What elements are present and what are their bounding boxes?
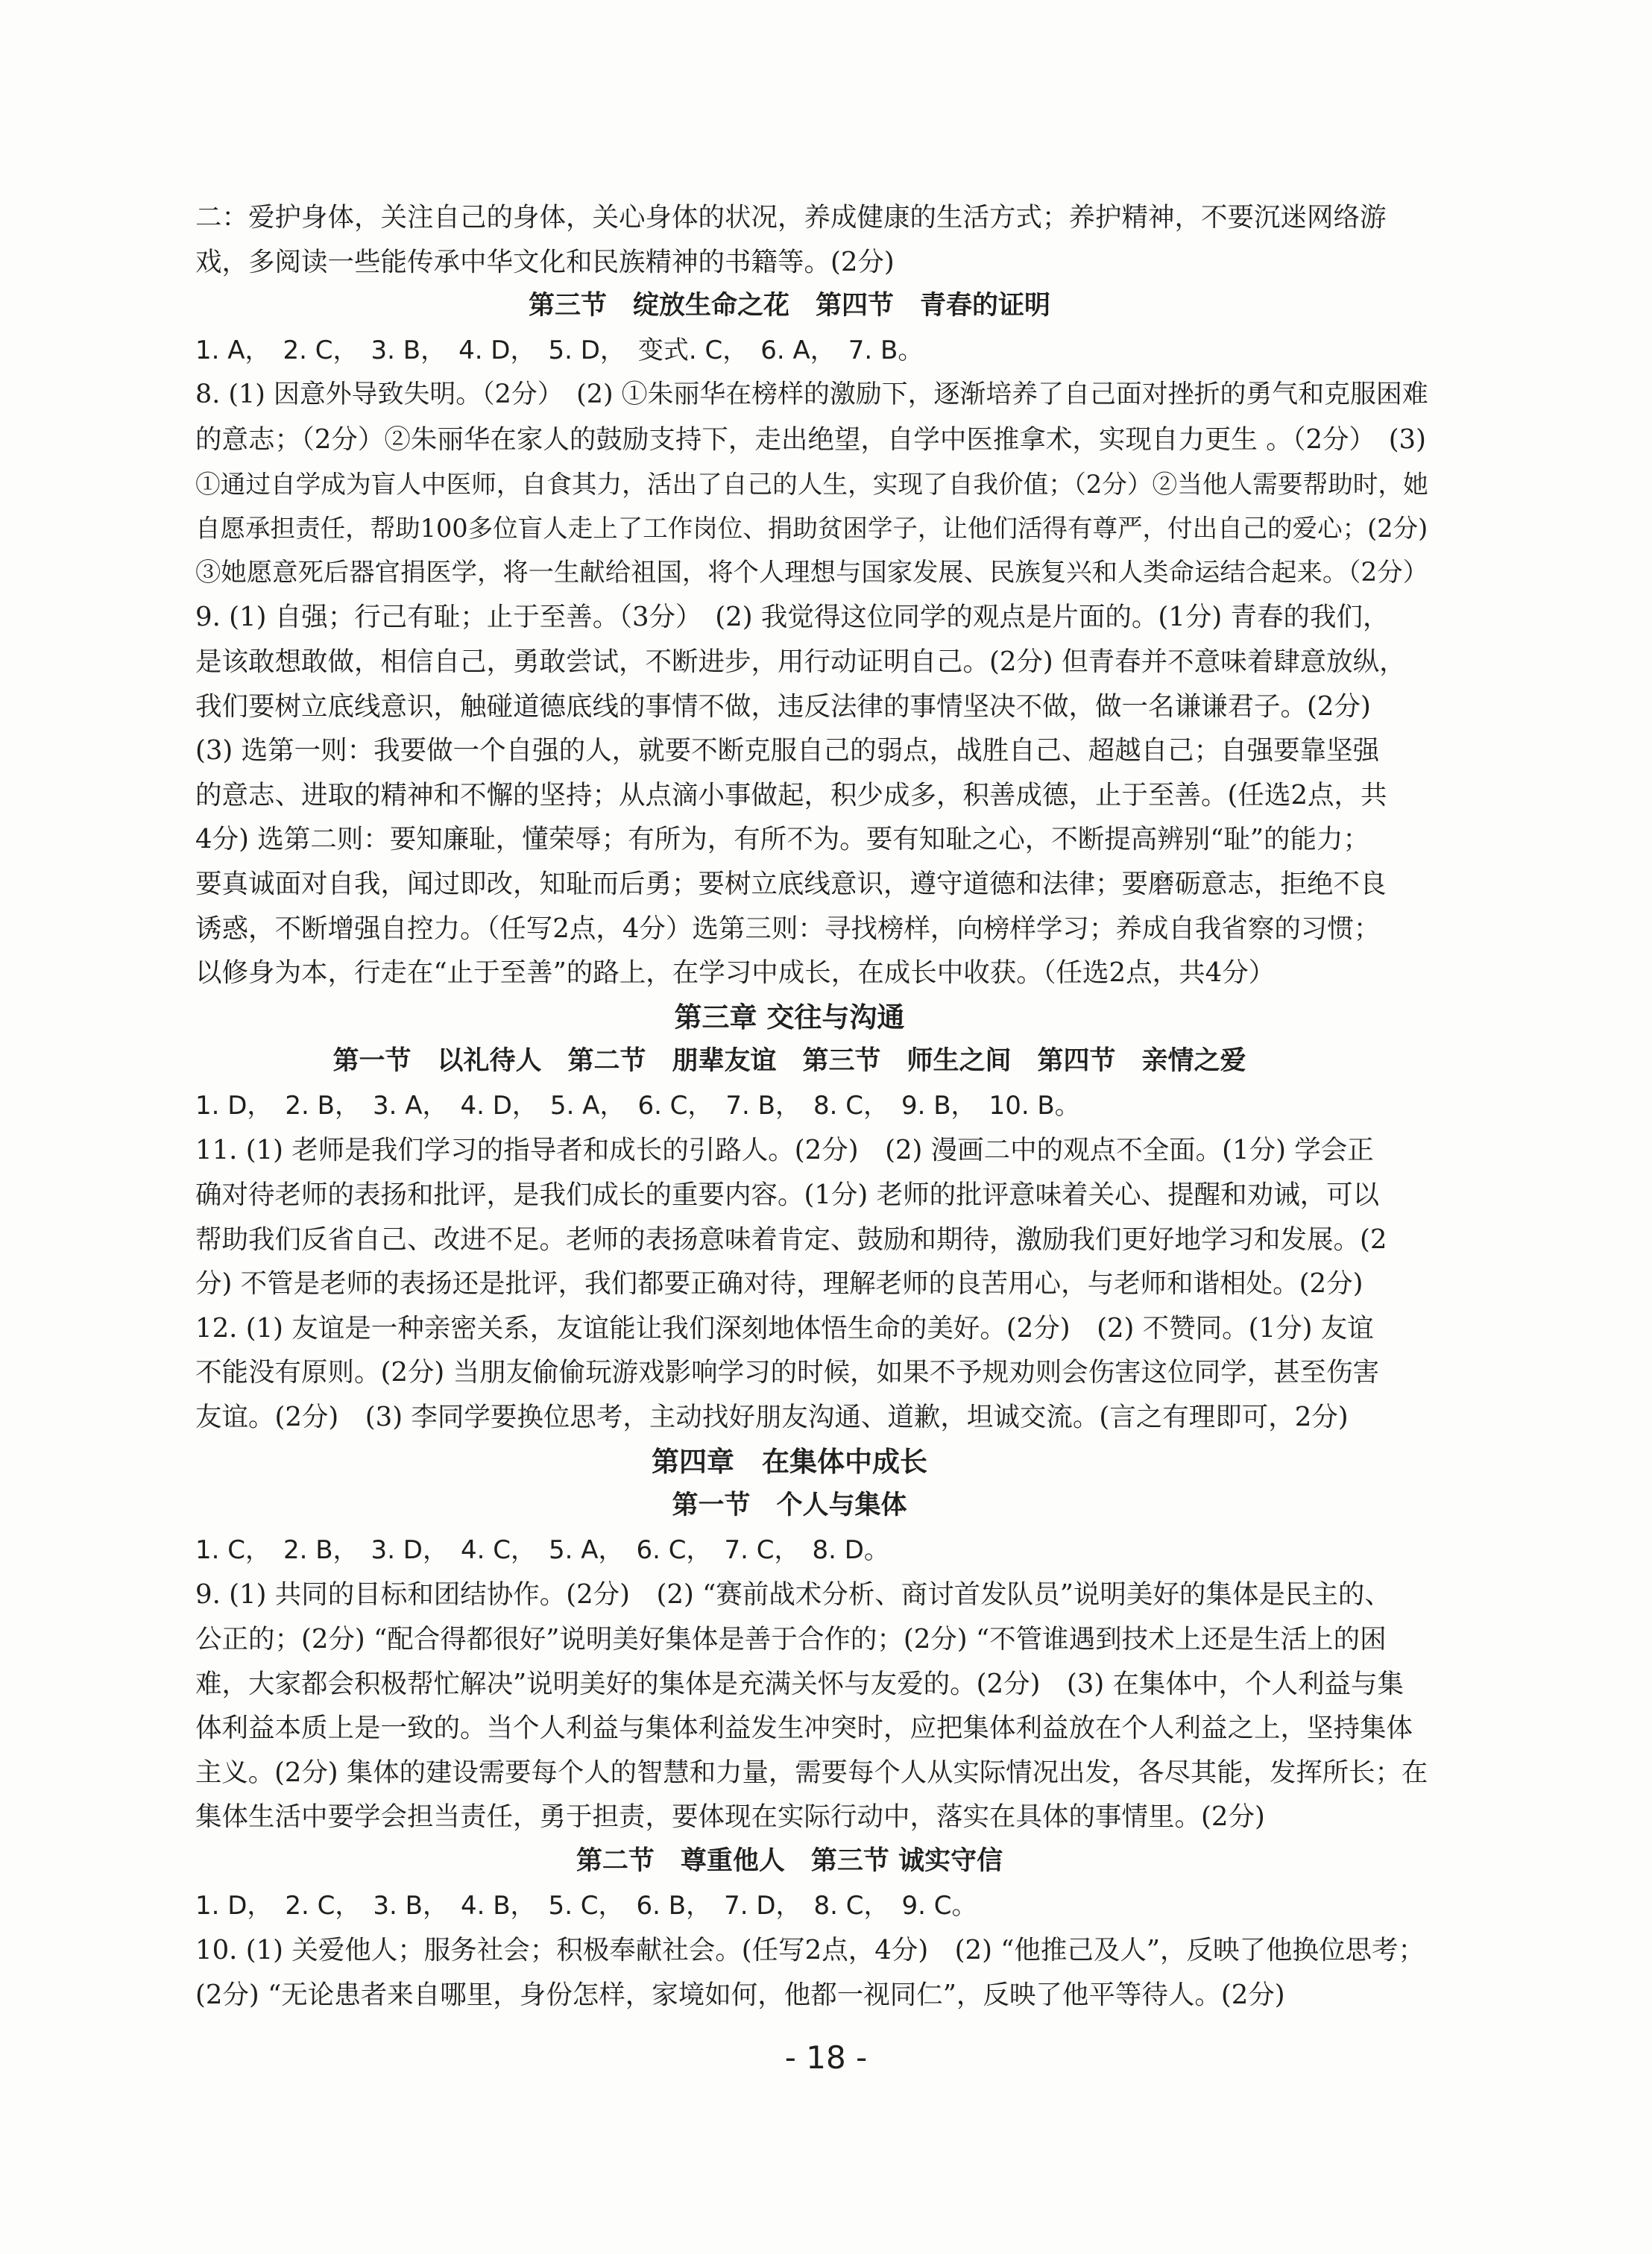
section-heading: 第一节 个人与集体 xyxy=(672,1490,907,1521)
section-heading: 第一节 以礼待人 第二节 朋辈友谊 第三节 师生之间 第四节 亲情之爱 xyxy=(332,1046,1246,1077)
answer-text-line: 分) 不管是老师的表扬还是批评，我们都要正确对待，理解老师的良苦用心，与老师和谐相处。(2分) xyxy=(195,1268,1363,1300)
answer-text-line: 难，大家都会积极帮忙解决”说明美好的集体是充满关怀与友爱的。(2分) (3) 在集体中，个人利益与集 xyxy=(195,1668,1404,1699)
answer-text-line: 以修身为本，行走在“止于至善”的路上，在学习中成长，在成长中收获。（任选2点，共4分） xyxy=(195,957,1276,989)
answer-text-line: (3) 选第一则：我要做一个自强的人，就要不断克服自己的弱点，战胜自己、超越自己；自强要靠坚强 xyxy=(195,735,1380,766)
answer-text-line: 集体生活中要学会担当责任，勇于担责，要体现在实际行动中，落实在具体的事情里。(2分) xyxy=(195,1801,1265,1833)
answer-text-line: 的意志、进取的精神和不懈的坚持；从点滴小事做起，积少成多，积善成德，止于至善。(任选2点，共 xyxy=(195,779,1387,810)
answer-text-line: 10. (1) 关爱他人；服务社会；积极奉献社会。(任写2点，4分) (2) “他推己及人”，反映了他换位思考； xyxy=(195,1935,1425,1966)
section-heading: 第三节 绽放生命之花 第四节 青春的证明 xyxy=(528,291,1050,321)
answer-text-line: ③她愿意死后器官捐医学，将一生献给祖国，将个人理想与国家发展、民族复兴和人类命运结合起来。（2分） xyxy=(195,557,1428,588)
answer-text-line: 诱惑，不断增强自控力。（任写2点，4分）选第三则：寻找榜样，向榜样学习；养成自我省察的习惯； xyxy=(195,913,1381,944)
multiple-choice-answers: 1. D， 2. B， 3. A， 4. D， 5. A， 6. C， 7. B， 8. C， 9. B， 10. B。 xyxy=(195,1090,1080,1121)
answer-text-line: 公正的；(2分) “配合得都很好”说明美好集体是善于合作的；(2分) “不管谁遇到技术上还是生活上的困 xyxy=(195,1624,1387,1655)
answer-text-line: 自愿承担责任，帮助100多位盲人走上了工作岗位、捐助贫困学子，让他们活得有尊严，付出自己的爱心；(2分) xyxy=(195,514,1428,544)
answer-text-line: 8. (1) 因意外导致失明。（2分） (2) ①朱丽华在榜样的激励下，逐渐培养了自己面对挫折的勇气和克服困难 xyxy=(195,380,1428,410)
answer-content xyxy=(195,195,1428,2017)
multiple-choice-answers: 1. A， 2. C， 3. B， 4. D， 5. D， 变式. C， 6. A， 7. B。 xyxy=(195,335,924,365)
answer-text-line: 我们要树立底线意识，触碰道德底线的事情不做，违反法律的事情坚决不做，做一名谦谦君子。(2分) xyxy=(195,690,1371,722)
chapter-heading: 第三章 交往与沟通 xyxy=(674,1001,905,1033)
answer-text-line: 确对待老师的表扬和批评，是我们成长的重要内容。(1分) 老师的批评意味着关心、提醒和劝诫，可以 xyxy=(195,1180,1380,1211)
answer-text-line: 主义。(2分) 集体的建设需要每个人的智慧和力量，需要每个人从实际情况出发，各尽其能，发挥所长；在 xyxy=(195,1757,1428,1788)
answer-text-line: 12. (1) 友谊是一种亲密关系，友谊能让我们深刻地体悟生命的美好。(2分) (2) 不赞同。(1分) 友谊 xyxy=(195,1312,1374,1344)
page-number: - 18 - xyxy=(784,2039,868,2076)
answer-text-line: ①通过自学成为盲人中医师，自食其力，活出了自己的人生，实现了自我价值；（2分）②当他人需要帮助时，她 xyxy=(195,469,1428,499)
answer-text-line: 4分) 选第二则：要知廉耻，懂荣辱；有所为，有所不为。要有知耻之心，不断提高辨别“耻”的能力； xyxy=(195,824,1370,855)
answer-text-line: 9. (1) 共同的目标和团结协作。(2分) (2) “赛前战术分析、商讨首发队员”说明美好的集体是民主的、 xyxy=(195,1579,1391,1611)
answer-text-line: 要真诚面对自我，闻过即改，知耻而后勇；要树立底线意识，遵守道德和法律；要磨砺意志，拒绝不良 xyxy=(195,868,1387,899)
answer-text-line: 的意志；（2分）②朱丽华在家人的鼓励支持下，走出绝望，自学中医推拿术，实现自力更生 。（2分） (3) xyxy=(195,424,1426,455)
section-heading: 第二节 尊重他人 第三节 诚实守信 xyxy=(576,1845,1003,1876)
multiple-choice-answers: 1. C， 2. B， 3. D， 4. C， 5. A， 6. C， 7. C， 8. D。 xyxy=(195,1534,889,1565)
answer-text-line: 体利益本质上是一致的。当个人利益与集体利益发生冲突时，应把集体利益放在个人利益之上，坚持集体 xyxy=(195,1713,1413,1744)
answer-text-line: 是该敢想敢做，相信自己，勇敢尝试，不断进步，用行动证明自己。(2分) 但青春并不意味着肆意放纵， xyxy=(195,646,1406,677)
answer-text-line: 9. (1) 自强；行己有耻；止于至善。（3分） (2) 我觉得这位同学的观点是片面的。(1分) 青春的我们， xyxy=(195,602,1390,633)
answer-text-line: 不能没有原则。(2分) 当朋友偷偷玩游戏影响学习的时候，如果不予规劝则会伤害这位同学，甚至伤害 xyxy=(195,1357,1380,1388)
answer-text-line: (2分) “无论患者来自哪里，身份怎样，家境如何，他都一视同仁”，反映了他平等待人。(2分) xyxy=(195,1979,1285,2010)
answer-text-line: 友谊。(2分) (3) 李同学要换位思考，主动找好朋友沟通、道歉，坦诚交流。(言之有理即可，2分) xyxy=(195,1402,1349,1433)
answer-text-line: 戏，多阅读一些能传承中华文化和民族精神的书籍等。(2分) xyxy=(195,246,895,277)
answer-text-line: 11. (1) 老师是我们学习的指导者和成长的引路人。(2分) (2) 漫画二中的观点不全面。(1分) 学会正 xyxy=(195,1135,1374,1166)
multiple-choice-answers: 1. D， 2. C， 3. B， 4. B， 5. C， 6. B， 7. D， 8. C， 9. C。 xyxy=(195,1890,977,1921)
answer-text-line: 二：爱护身体，关注自己的身体，关心身体的状况，养成健康的生活方式；养护精神，不要沉迷网络游 xyxy=(195,202,1387,233)
chapter-heading: 第四章 在集体中成长 xyxy=(652,1445,927,1478)
answer-text-line: 帮助我们反省自己、改进不足。老师的表扬意味着肯定、鼓励和期待，激励我们更好地学习和发展。(2 xyxy=(195,1224,1387,1255)
